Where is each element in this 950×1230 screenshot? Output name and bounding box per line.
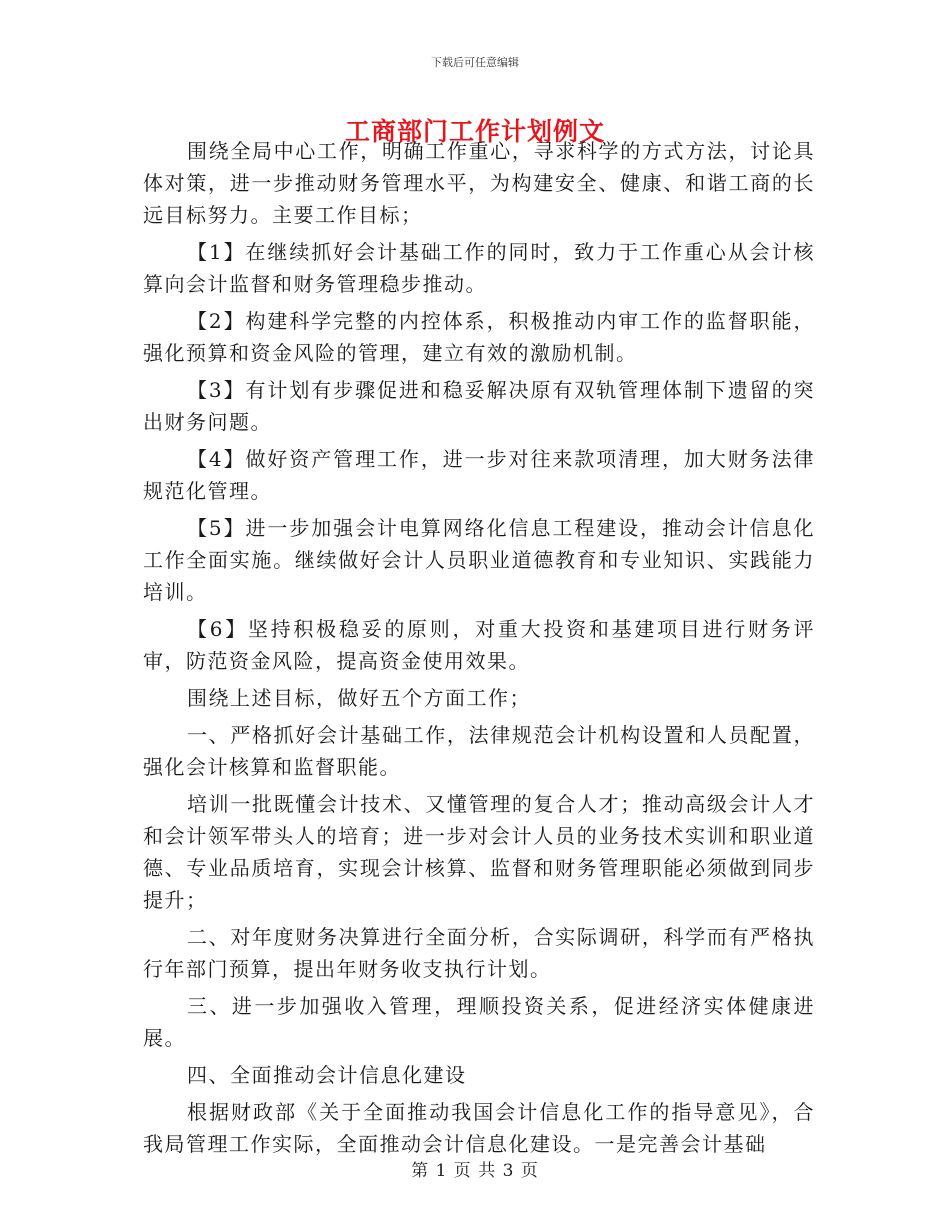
paragraph-five-aspects: 围绕上述目标，做好五个方面工作； (187, 686, 531, 710)
paragraph-training: 培训一批既懂会计技术、又懂管理的复合人才；推动高级会计人才和会计领军带头人的培育；进一步对会计人员的业务技术实训和职业道德、专业品质培育，实现会计核算、监督和财务管理职能必须做到同步提升； (143, 792, 815, 912)
page-number: 第 1 页 共 3 页 (411, 1161, 539, 1181)
document-title: 工商部门工作计划例文 (344, 117, 605, 146)
paragraph-goal-2: 【2】构建科学完整的内控体系，积极推动内审工作的监督职能，强化预算和资金风险的管理，建立有效的激励机制。 (143, 309, 815, 365)
paragraph-goal-3: 【3】有计划有步骤促进和稳妥解决原有双轨管理体制下遗留的突出财务问题。 (143, 378, 815, 434)
paragraph-guidance: 根据财政部《关于全面推动我国会计信息化工作的指导意见》，合我局管理工作实际，全面推动会计信息化建设。一是完善会计基础 (143, 1100, 815, 1156)
paragraph-goal-4: 【4】做好资产管理工作，进一步对往来款项清理，加大财务法律规范化管理。 (143, 447, 815, 503)
paragraph-goal-1: 【1】在继续抓好会计基础工作的同时，致力于工作重心从会计核算向会计监督和财务管理稳步推动。 (143, 240, 815, 296)
document-body (143, 135, 815, 1165)
paragraph-section-4: 四、全面推动会计信息化建设 (187, 1063, 467, 1087)
paragraph-section-3: 三、进一步加强收入管理，理顺投资关系，促进经济实体健康进展。 (143, 994, 815, 1050)
paragraph-intro: 围绕全局中心工作，明确工作重心，寻求科学的方式方法，讨论具体对策，进一步推动财务管理水平，为构建安全、健康、和谐工商的长远目标努力。主要工作目标； (143, 139, 815, 227)
paragraph-section-2: 二、对年度财务决算进行全面分析，合实际调研，科学而有严格执行年部门预算，提出年财务收支执行计划。 (143, 925, 815, 981)
paragraph-goal-6: 【6】坚持积极稳妥的原则，对重大投资和基建项目进行财务评审，防范资金风险，提高资金使用效果。 (143, 617, 815, 673)
header-note: 下载后可任意编辑 (431, 56, 519, 69)
paragraph-goal-5: 【5】进一步加强会计电算网络化信息工程建设，推动会计信息化工作全面实施。继续做好会计人员职业道德教育和专业知识、实践能力培训。 (143, 516, 815, 604)
paragraph-section-1: 一、严格抓好会计基础工作，法律规范会计机构设置和人员配置，强化会计核算和监督职能。 (143, 723, 815, 779)
